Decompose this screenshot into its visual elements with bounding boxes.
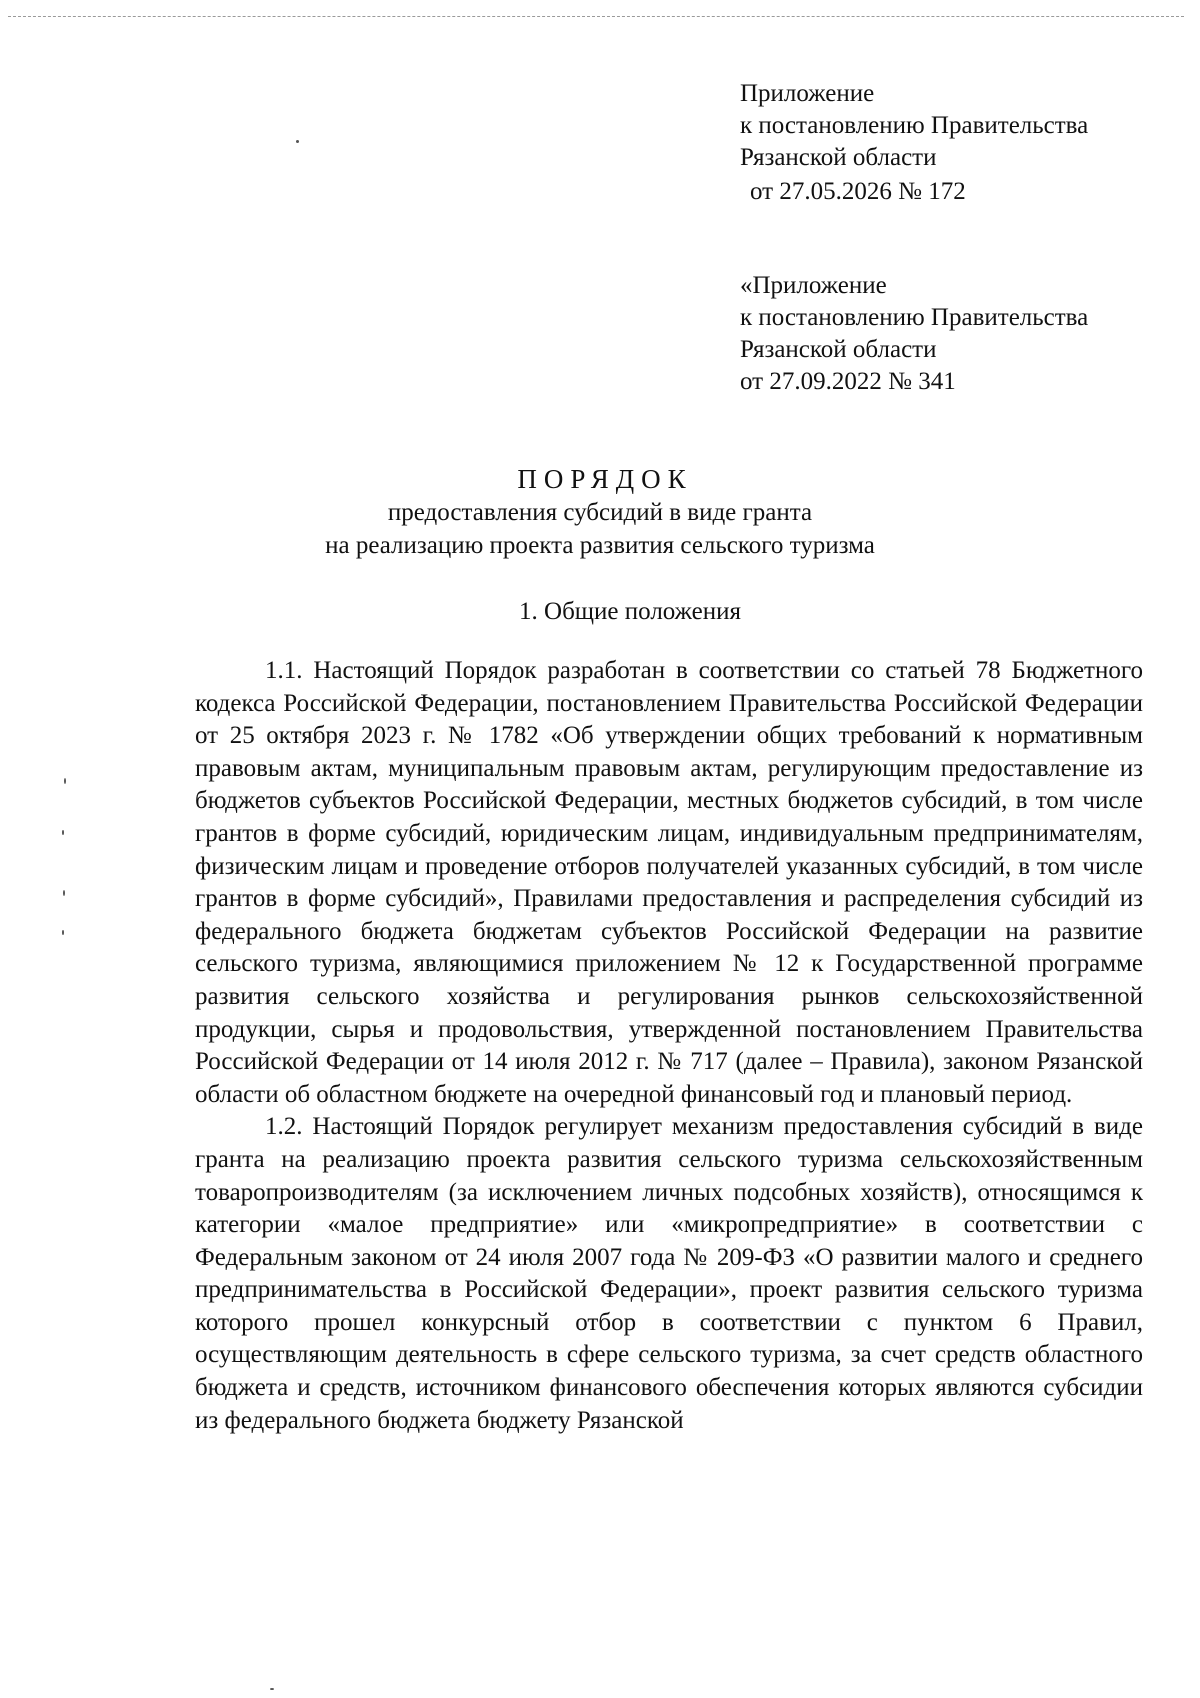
paragraph-1-1: 1.1. Настоящий Порядок разработан в соответствии со статьей 78 Бюджетного кодекса Российской Федерации, постановлением Правительства Российской Федерации от 25 октября 2023 г. № 1782 «Об утверждении общих требований к нормативным правовым актам, муниципальным правовым актам, регулирующим предоставление из бюджетов субъектов Российской Федерации, местных бюджетов субсидий, в том числе грантов в форме субсидий, юридическим лицам, индивидуальным предпринимателям, физическим лицам и проведение отборов получателей указанных субсидий, в том числе грантов в форме субсидий», Правилами предоставления и распределения субсидий из федерального бюджета бюджетам субъектов Российской Федерации на развитие сельского туризма, являющимися приложением № 12 к Государственной программе развития сельского хозяйства и регулирования рынков сельскохозяйственной продукции, сырья и продовольствия, утвержденной постановлением Правительства Российской Федерации от 14 июля 2012 г. № 717 (далее – Правила), законом Рязанской области об областном бюджете на очередной финансовый год и плановый период.	[195, 657, 1143, 1108]
appendix-region: Рязанской области	[740, 336, 937, 363]
scan-speck	[270, 1688, 274, 1690]
scan-edge-line	[8, 16, 1184, 17]
appendix-header-original	[740, 270, 1088, 398]
paragraph-1-2: 1.2. Настоящий Порядок регулирует механизм предоставления субсидий в виде гранта на реализацию проекта развития сельского туризма сельскохозяйственным товаропроизводителям (за исключением личных подсобных хозяйств), относящимся к категории «малое предприятие» или «микропредприятие» в соответствии с Федеральным законом от 24 июля 2007 года № 209-ФЗ «О развитии малого и среднего предпринимательства в Российской Федерации», проект развития сельского туризма которого прошел конкурсный отбор в соответствии с пунктом 6 Правил, осуществляющим деятельность в сфере сельского туризма, за счет средств областного бюджета и средств, источником финансового обеспечения которых являются субсидии из федерального бюджета бюджету Рязанской	[195, 1113, 1143, 1434]
appendix-region: Рязанской области	[740, 144, 937, 171]
document-subtitle-line-1: предоставления субсидий в виде гранта	[387, 499, 813, 526]
section-heading: 1. Общие положения	[519, 598, 741, 625]
appendix-label: «Приложение	[740, 272, 887, 299]
appendix-decree-ref: к постановлению Правительства	[740, 304, 1089, 331]
document-body	[195, 655, 1143, 1437]
document-subtitle-line-2: на реализацию проекта развития сельского туризма	[325, 532, 875, 559]
scan-speck	[64, 778, 66, 784]
scan-speck	[296, 140, 299, 143]
document-title: ПОРЯДОК	[517, 464, 693, 494]
scan-speck	[62, 930, 64, 935]
appendix-date-number: от 27.05.2026 № 172	[750, 178, 966, 205]
scan-speck	[62, 830, 64, 835]
appendix-label: Приложение	[740, 80, 875, 107]
scan-speck	[63, 890, 65, 896]
appendix-decree-ref: к постановлению Правительства	[740, 112, 1089, 139]
appendix-header-current	[740, 78, 1088, 208]
document-title-block	[0, 462, 1200, 562]
appendix-date-number: от 27.09.2022 № 341	[740, 368, 956, 395]
